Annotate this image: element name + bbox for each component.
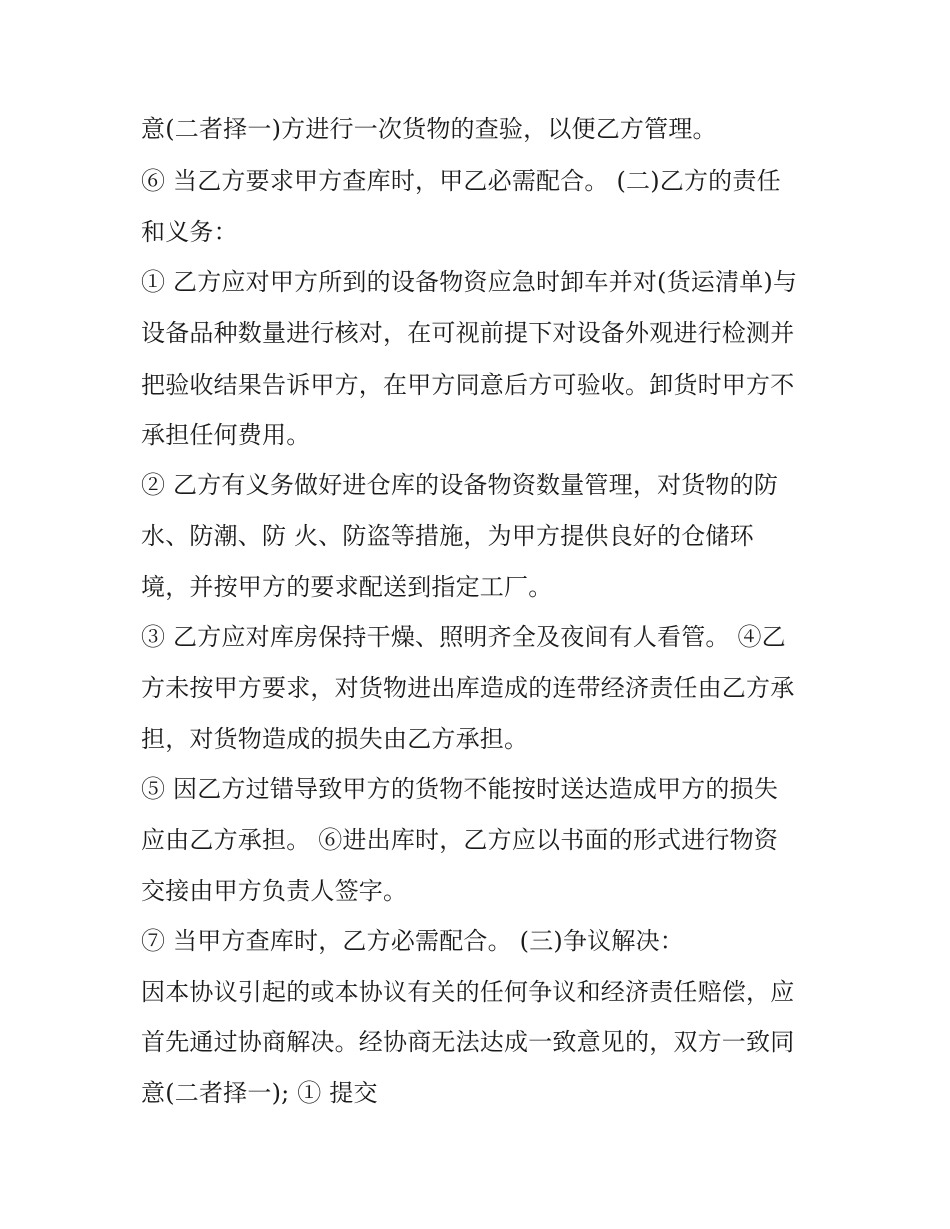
text-line: ① 乙方应对甲方所到的设备物资应急时卸车并对(货运清单)与 <box>141 268 798 296</box>
text-line: ② 乙方有义务做好进仓库的设备物资数量管理，对货物的防 <box>141 471 779 499</box>
text-line: ⑥ 当乙方要求甲方查库时，甲乙必需配合。 (二)乙方的责任 <box>141 167 781 195</box>
text-line: 水、防潮、防 火、防盗等措施，为甲方提供良好的仓储环 <box>141 522 754 550</box>
text-line: 设备品种数量进行核对，在可视前提下对设备外观进行检测并 <box>141 319 795 347</box>
text-line: 承担任何费用。 <box>141 421 311 449</box>
text-line: 把验收结果告诉甲方，在甲方同意后方可验收。卸货时甲方不 <box>141 371 795 399</box>
text-line: ⑦ 当甲方查库时，乙方必需配合。 (三)争议解决： <box>141 927 684 955</box>
text-line: 交接由甲方负责人签字。 <box>141 877 408 905</box>
text-line: 应由乙方承担。 ⑥进出库时，乙方应以书面的形式进行物资 <box>141 826 779 854</box>
text-line: 意(二者择一); ① 提交 <box>141 1079 378 1107</box>
text-line: ⑤ 因乙方过错导致甲方的货物不能按时送达造成甲方的损失 <box>141 775 779 803</box>
text-line: 境，并按甲方的要求配送到指定工厂。 <box>141 573 553 601</box>
text-line: 和义务： <box>141 218 238 246</box>
text-line: 首先通过协商解决。经协商无法达成一致意见的，双方一致同 <box>141 1028 795 1056</box>
text-line: ③ 乙方应对库房保持干燥、照明齐全及夜间有人看管。 ④乙 <box>141 623 786 651</box>
text-line: 方未按甲方要求，对货物进出库造成的连带经济责任由乙方承 <box>141 674 795 702</box>
text-line: 担，对货物造成的损失由乙方承担。 <box>141 725 529 753</box>
text-line: 因本协议引起的或本协议有关的任何争议和经济责任赔偿，应 <box>141 978 795 1006</box>
text-line: 意(二者择一)方进行一次货物的查验，以便乙方管理。 <box>141 115 717 143</box>
